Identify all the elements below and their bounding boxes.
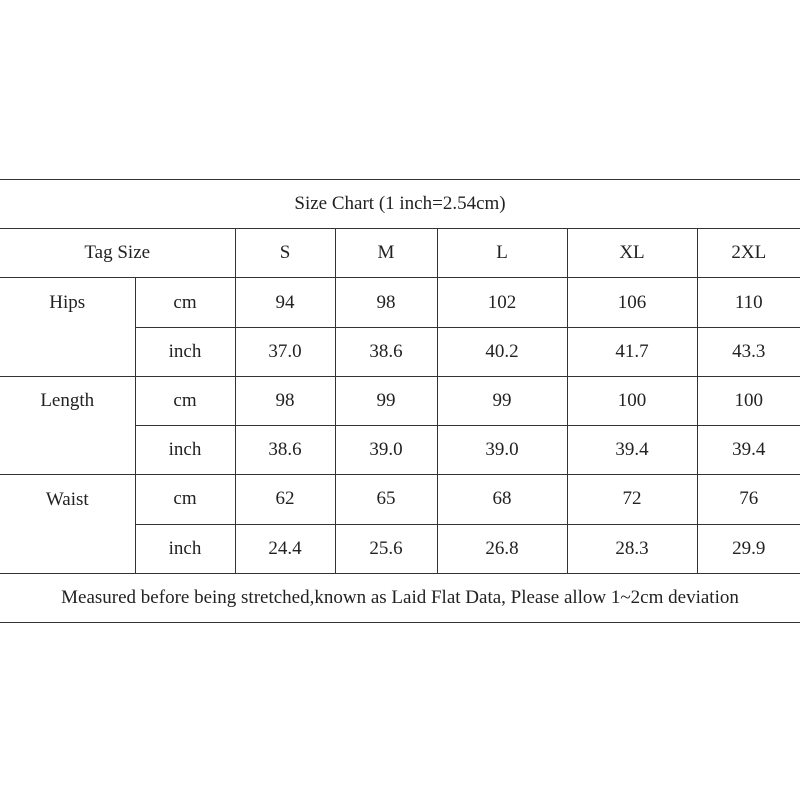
table-cell: 98: [335, 278, 437, 327]
tag-size-label: Tag Size: [0, 229, 235, 278]
table-cell: 24.4: [235, 524, 335, 573]
unit-label: cm: [135, 376, 235, 425]
table-cell: 29.9: [697, 524, 800, 573]
footnote-row: [0, 573, 800, 622]
table-cell: 106: [567, 278, 697, 327]
table-cell: 25.6: [335, 524, 437, 573]
table-cell: 38.6: [235, 426, 335, 475]
table-row: [0, 524, 800, 573]
header-row: [0, 229, 800, 278]
table-cell: 28.3: [567, 524, 697, 573]
table-row: [0, 426, 800, 475]
measure-label: Length: [0, 376, 135, 425]
measure-label-blank: [0, 524, 135, 573]
table-cell: 72: [567, 475, 697, 524]
table-cell: 39.0: [335, 426, 437, 475]
table-cell: 110: [697, 278, 800, 327]
table-cell: 65: [335, 475, 437, 524]
table-cell: 41.7: [567, 327, 697, 376]
table-cell: 94: [235, 278, 335, 327]
table-cell: 76: [697, 475, 800, 524]
table-cell: 68: [437, 475, 567, 524]
chart-title: Size Chart (1 inch=2.54cm): [0, 180, 800, 229]
table-cell: 43.3: [697, 327, 800, 376]
table-cell: 39.4: [697, 426, 800, 475]
measure-label-blank: [0, 426, 135, 475]
table-cell: 98: [235, 376, 335, 425]
size-header: L: [437, 229, 567, 278]
unit-label: inch: [135, 327, 235, 376]
table-cell: 37.0: [235, 327, 335, 376]
table-row: [0, 327, 800, 376]
table-cell: 99: [437, 376, 567, 425]
table-cell: 102: [437, 278, 567, 327]
title-row: [0, 180, 800, 229]
table-row: [0, 376, 800, 425]
size-header: M: [335, 229, 437, 278]
size-header: S: [235, 229, 335, 278]
unit-label: inch: [135, 426, 235, 475]
table-cell: 39.4: [567, 426, 697, 475]
table-cell: 62: [235, 475, 335, 524]
table-row: [0, 475, 800, 524]
measure-label-blank: [0, 327, 135, 376]
footnote: Measured before being stretched,known as Laid Flat Data, Please allow 1~2cm deviation: [0, 573, 800, 622]
table-cell: 99: [335, 376, 437, 425]
unit-label: cm: [135, 278, 235, 327]
table-cell: 100: [567, 376, 697, 425]
unit-label: inch: [135, 524, 235, 573]
table-cell: 40.2: [437, 327, 567, 376]
table-cell: 26.8: [437, 524, 567, 573]
size-header: 2XL: [697, 229, 800, 278]
measure-label: Hips: [0, 278, 135, 327]
measure-label: Waist: [0, 475, 135, 524]
size-header: XL: [567, 229, 697, 278]
size-chart-table: [0, 179, 800, 623]
table-cell: 39.0: [437, 426, 567, 475]
unit-label: cm: [135, 475, 235, 524]
table-cell: 38.6: [335, 327, 437, 376]
table-cell: 100: [697, 376, 800, 425]
table-row: [0, 278, 800, 327]
